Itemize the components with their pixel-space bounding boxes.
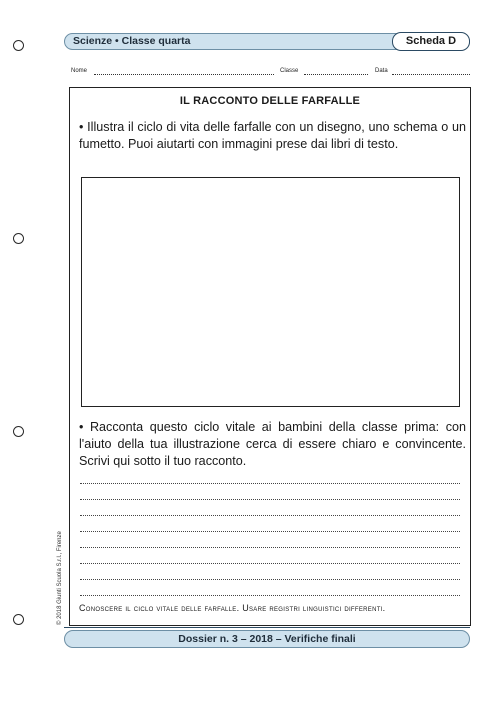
learning-objective: Conoscere il ciclo vitale delle farfalle. Usare registri linguistici differenti. (79, 603, 386, 613)
copyright-notice: © 2018 Giunti Scuola S.r.l., Firenze (57, 531, 63, 625)
writing-line[interactable] (80, 547, 460, 548)
writing-line[interactable] (80, 499, 460, 500)
class-field[interactable] (304, 74, 368, 75)
binder-hole-top (13, 40, 24, 51)
class-label: Classe (280, 68, 299, 74)
binder-hole-lower (13, 426, 24, 437)
binder-hole-upper (13, 233, 24, 244)
subject-title: Scienze • Classe quarta (73, 35, 191, 47)
page-title: IL RACCONTO DELLE FARFALLE (179, 95, 361, 107)
footer-bar: Dossier n. 3 – 2018 – Verifiche finali (64, 630, 470, 648)
binder-hole-bottom (13, 614, 24, 625)
sheet-label: Scheda D (392, 32, 470, 51)
instruction-draw: • Illustra il ciclo di vita delle farfalle con un disegno, uno schema o un fumetto. Puoi aiutarti con immagini prese dai libri di testo. (79, 120, 466, 151)
drawing-area[interactable] (81, 177, 460, 407)
name-label: Nome (71, 68, 88, 74)
writing-line[interactable] (80, 531, 460, 532)
footer-divider (64, 627, 470, 628)
writing-line[interactable] (80, 563, 460, 564)
instruction-write: • Racconta questo ciclo vitale ai bambini della classe prima: con l'aiuto della tua illustrazione cerca di essere chiaro e convincente. Scrivi qui sotto il tuo racconto. (79, 420, 466, 468)
writing-line[interactable] (80, 595, 460, 596)
writing-line[interactable] (80, 483, 460, 484)
date-label: Data (375, 68, 388, 74)
name-field[interactable] (94, 74, 274, 75)
writing-line[interactable] (80, 579, 460, 580)
date-field[interactable] (392, 74, 470, 75)
writing-line[interactable] (80, 515, 460, 516)
